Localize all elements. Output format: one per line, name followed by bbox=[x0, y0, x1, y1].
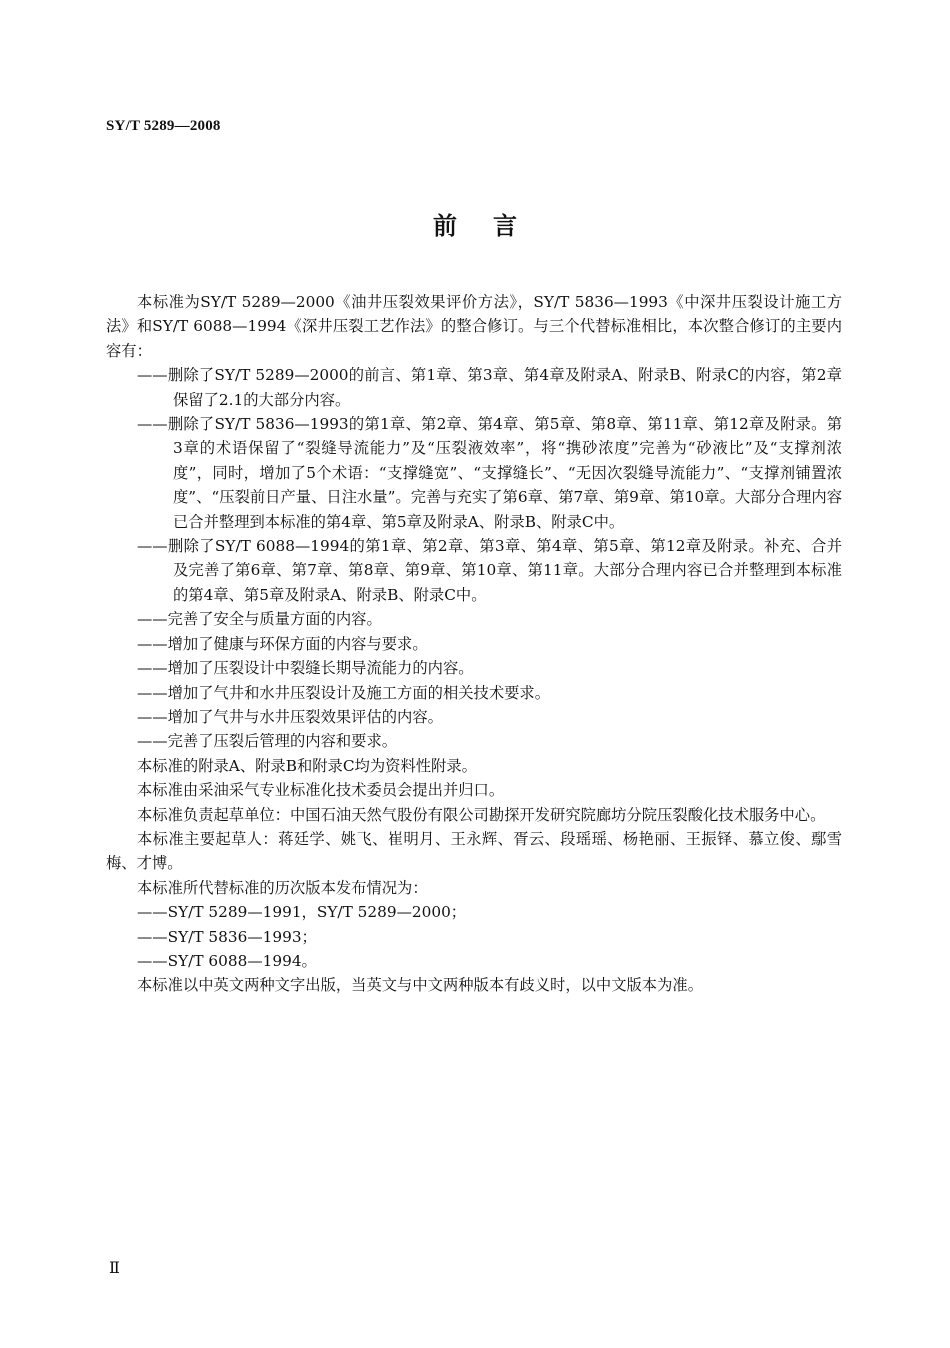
drafters-note: 本标准主要起草人：蒋廷学、姚飞、崔明月、王永辉、胥云、段瑶瑶、杨艳丽、王振铎、慕立俊、鄢雪梅、才博。 bbox=[106, 829, 842, 873]
change-item-9: ——完善了压裂后管理的内容和要求。 bbox=[137, 732, 398, 751]
change-item-5: ——增加了健康与环保方面的内容与要求。 bbox=[137, 634, 428, 653]
history-intro: 本标准所代替标准的历次版本发布情况为： bbox=[137, 878, 428, 897]
change-item-6: ——增加了压裂设计中裂缝长期导流能力的内容。 bbox=[137, 659, 474, 678]
history-item-3: ——SY/T 6088—1994。 bbox=[137, 951, 317, 970]
foreword-body bbox=[106, 290, 842, 998]
page-number: Ⅱ bbox=[109, 1260, 120, 1277]
history-item-1: ——SY/T 5289—1991，SY/T 5289—2000； bbox=[137, 903, 467, 922]
proposer-note: 本标准由采油采气专业标准化技术委员会提出并归口。 bbox=[137, 781, 505, 800]
change-item-2: ——删除了SY/T 5836—1993的第1章、第2章、第4章、第5章、第8章、第11章、第12章及附录。第3章的术语保留了“裂缝导流能力”及“压裂液效率”，将“携砂浓度”完善为“砂液比”及“支撑剂浓度”，同时，增加了5个术语：“支撑缝宽”、“支撑缝长”、“无因次裂缝导流能力”、“支撑剂铺置浓度”、“压裂前日产量、日注水量”。完善与充实了第6章、第7章、第9章、第10章。大部分合理内容已合并整理到本标准的第4章、第5章及附录A、附录B、附录C中。 bbox=[137, 415, 842, 531]
intro-paragraph: 本标准为SY/T 5289—2000《油井压裂效果评价方法》，SY/T 5836—1993《中深井压裂设计施工方法》和SY/T 6088—1994《深井压裂工艺作法》的整合修订。与三个代替标准相比，本次整合修订的主要内容有： bbox=[106, 293, 842, 360]
drafting-unit-note: 本标准负责起草单位：中国石油天然气股份有限公司勘探开发研究院廊坊分院压裂酸化技术服务中心。 bbox=[137, 805, 826, 824]
history-item-2: ——SY/T 5836—1993； bbox=[137, 927, 317, 946]
page-title: 前言 bbox=[433, 211, 553, 240]
appendix-note: 本标准的附录A、附录B和附录C均为资料性附录。 bbox=[137, 756, 477, 775]
change-item-1: ——删除了SY/T 5289—2000的前言、第1章、第3章、第4章及附录A、附录B、附录C的内容，第2章保留了2.1的大部分内容。 bbox=[137, 366, 842, 409]
change-item-4: ——完善了安全与质量方面的内容。 bbox=[137, 610, 382, 629]
closing-paragraph: 本标准以中英文两种文字出版，当英文与中文两种版本有歧义时，以中文版本为准。 bbox=[137, 976, 703, 995]
change-item-3: ——删除了SY/T 6088—1994的第1章、第2章、第3章、第4章、第5章、第12章及附录。补充、合并及完善了第6章、第7章、第8章、第9章、第10章、第11章。大部分合理内容已合并整理到本标准的第4章、第5章及附录A、附录B、附录C中。 bbox=[137, 537, 842, 604]
document-code-header: SY/T 5289—2008 bbox=[106, 118, 221, 134]
change-item-7: ——增加了气井和水井压裂设计及施工方面的相关技术要求。 bbox=[137, 683, 551, 702]
change-item-8: ——增加了气井与水井压裂效果评估的内容。 bbox=[137, 707, 443, 726]
